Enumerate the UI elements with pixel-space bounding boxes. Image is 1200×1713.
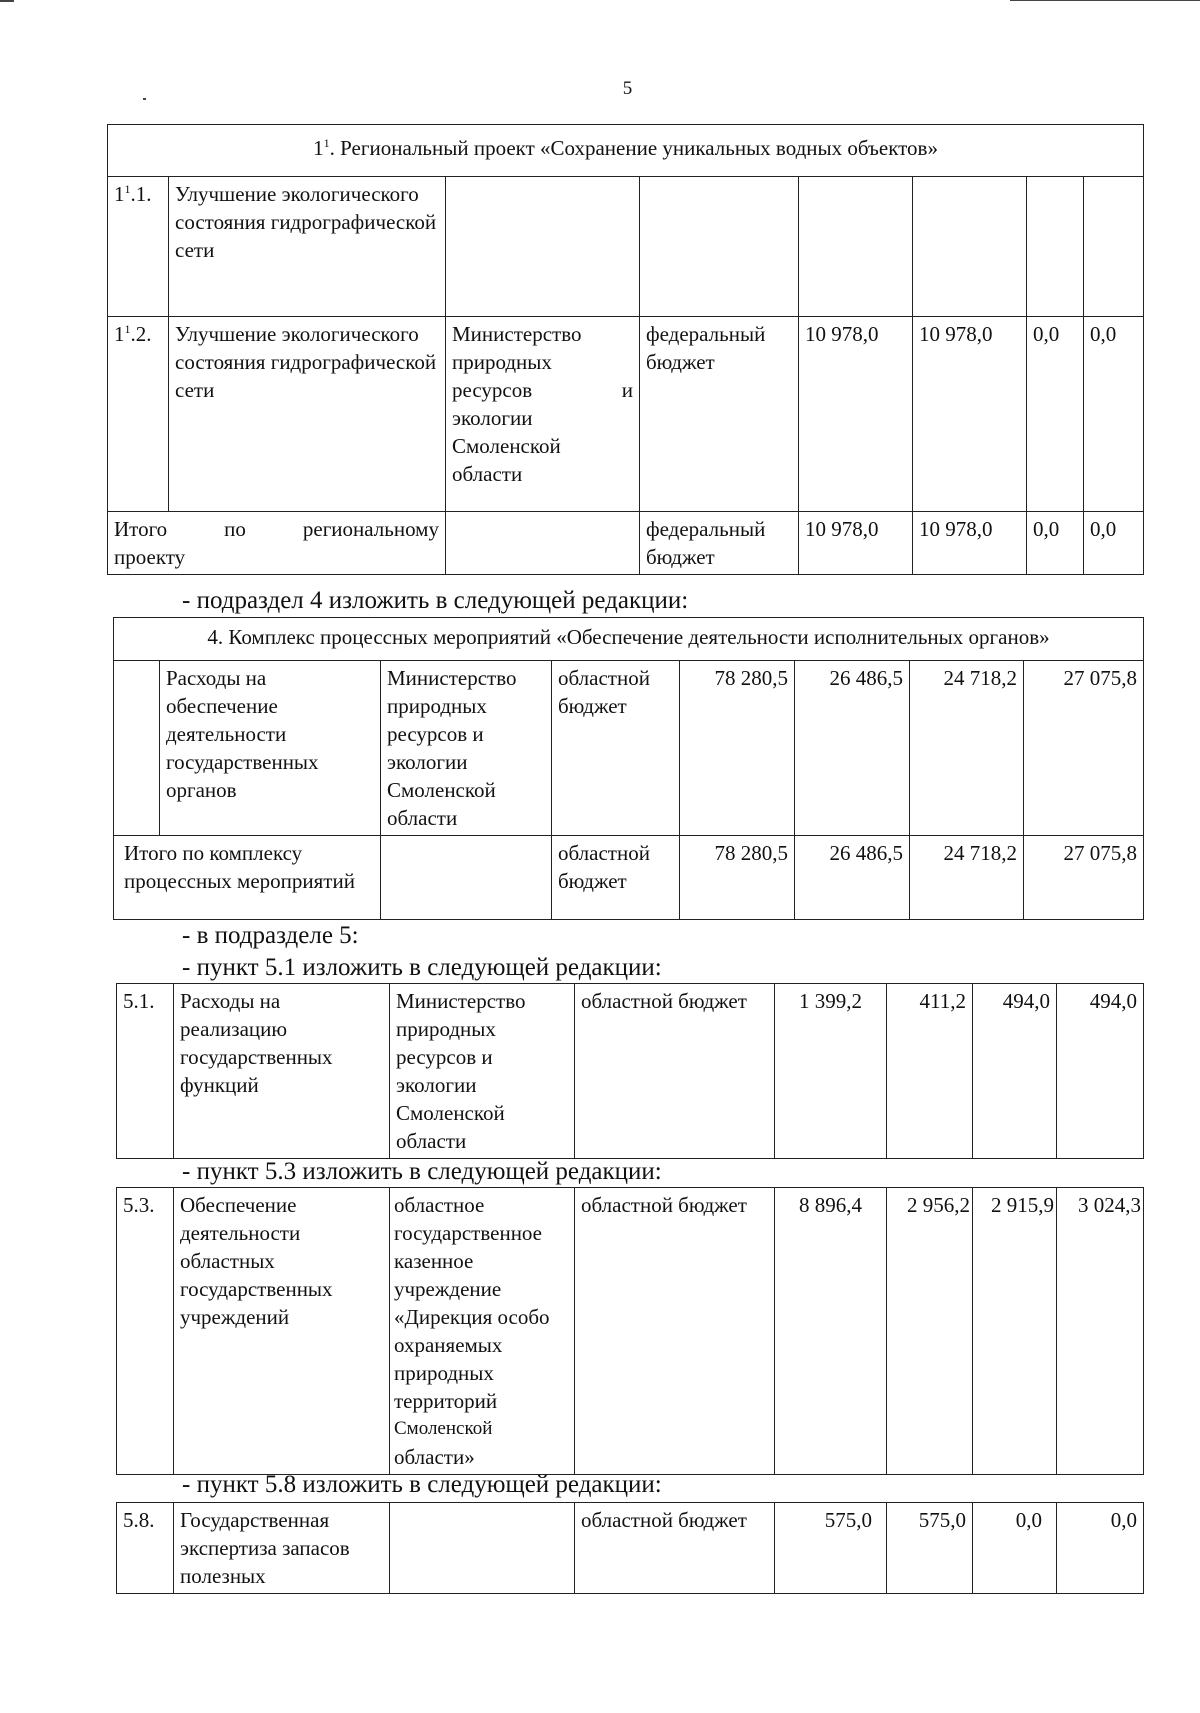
total-cell: 575,0 — [775, 1503, 887, 1594]
year2-cell: 0,0 — [1027, 512, 1084, 575]
page-number: 5 — [622, 78, 633, 99]
table-row — [117, 1188, 1144, 1475]
table-row — [114, 661, 1144, 836]
measure-name: Обеспечение деятельности областных государственных учреждений — [174, 1188, 390, 1475]
year3-cell: 27 075,8 — [1024, 661, 1144, 836]
year3-cell: 3 024,3 — [1057, 1188, 1144, 1475]
total-cell: 10 978,0 — [799, 317, 913, 512]
row-number: $1^1.1$. — [108, 177, 169, 317]
row-number: 5.1. — [117, 984, 174, 1159]
year1-cell — [913, 177, 1027, 317]
process-measures-table — [113, 617, 1144, 920]
measure-name: Улучшение экологического состояния гидрографической сети — [169, 177, 446, 317]
executor-cell: Министерство природных ресурсов и экологии Смоленской области — [446, 317, 640, 512]
executor-cell: Министерство природных ресурсов и экологии Смоленской области — [381, 661, 552, 836]
year2-cell: 2 915,9 — [973, 1188, 1057, 1475]
note-item-5-8: - пункт 5.8 изложить в следующей редакции: — [182, 1471, 662, 1498]
year2-cell: 24 718,2 — [910, 661, 1024, 836]
year3-cell — [1084, 177, 1144, 317]
total-cell: 78 280,5 — [680, 661, 795, 836]
total-label: Итого по комплексу процессных мероприятий — [114, 836, 381, 920]
executor-cell: Министерство природных ресурсов и экологии Смоленской области — [390, 984, 575, 1159]
year2-cell: 24 718,2 — [910, 836, 1024, 920]
measure-name: Расходы на реализацию государственных функций — [174, 984, 390, 1159]
item-5-3-table — [116, 1187, 1144, 1475]
source-cell: областной бюджет — [552, 661, 680, 836]
year2-cell: 0,0 — [1027, 317, 1084, 512]
source-cell: областной бюджет — [575, 1503, 775, 1594]
row-number: $1^1.2$. — [108, 317, 169, 512]
row-number: 5.3. — [117, 1188, 174, 1475]
note-subsection-5: - в подразделе 5: — [182, 922, 359, 949]
total-label: Итого по региональному проекту — [108, 512, 446, 575]
total-cell — [799, 177, 913, 317]
year1-cell: 26 486,5 — [795, 836, 910, 920]
scan-mark — [0, 0, 14, 2]
note-subsection-4: - подраздел 4 изложить в следующей редакции: — [182, 587, 689, 614]
year2-cell: 0,0 — [973, 1503, 1057, 1594]
year3-cell: 27 075,8 — [1024, 836, 1144, 920]
table-row-total — [114, 836, 1144, 920]
item-5-8-table — [116, 1502, 1144, 1594]
year2-cell: 494,0 — [973, 984, 1057, 1159]
measure-name: Расходы на обеспечение деятельности государственных органов — [160, 661, 381, 836]
table-row — [108, 177, 1144, 317]
source-cell: областной бюджет — [552, 836, 680, 920]
year1-cell: 411,2 — [887, 984, 973, 1159]
total-cell: 1 399,2 — [775, 984, 887, 1159]
executor-cell — [446, 512, 640, 575]
table-row — [117, 984, 1144, 1159]
source-cell: федеральный бюджет — [640, 317, 799, 512]
executor-cell: областное государственное казенное учреждение «Дирекция особо охраняемых природных территорий Смоленской области» — [390, 1188, 575, 1475]
year1-cell: 10 978,0 — [913, 317, 1027, 512]
regional-project-header: $1^1$. Региональный проект «Сохранение уникальных водных объектов» — [108, 125, 1144, 177]
year2-cell — [1027, 177, 1084, 317]
measure-name: Улучшение экологического состояния гидрографической сети — [169, 317, 446, 512]
source-cell: областной бюджет — [575, 1188, 775, 1475]
regional-project-table — [107, 124, 1144, 575]
note-item-5-3: - пункт 5.3 изложить в следующей редакции: — [182, 1158, 662, 1185]
source-cell — [640, 177, 799, 317]
total-cell: 10 978,0 — [799, 512, 913, 575]
source-cell: федеральный бюджет — [640, 512, 799, 575]
executor-cell — [381, 836, 552, 920]
year1-cell: 2 956,2 — [887, 1188, 973, 1475]
measure-name: Государственная экспертиза запасов полезных — [174, 1503, 390, 1594]
source-cell: областной бюджет — [575, 984, 775, 1159]
executor-cell — [390, 1503, 575, 1594]
year3-cell: 494,0 — [1057, 984, 1144, 1159]
table-row-total — [108, 512, 1144, 575]
year1-cell: 10 978,0 — [913, 512, 1027, 575]
note-item-5-1: - пункт 5.1 изложить в следующей редакции: — [182, 954, 662, 981]
scan-mark — [1010, 0, 1200, 1]
year3-cell: 0,0 — [1057, 1503, 1144, 1594]
table-row — [117, 1503, 1144, 1594]
executor-cell — [446, 177, 640, 317]
year1-cell: 575,0 — [887, 1503, 973, 1594]
table-row — [108, 317, 1144, 512]
item-5-1-table — [116, 983, 1144, 1159]
process-measures-header: 4. Комплекс процессных мероприятий «Обеспечение деятельности исполнительных органов» — [114, 618, 1144, 661]
year1-cell: 26 486,5 — [795, 661, 910, 836]
row-number — [114, 661, 160, 836]
total-cell: 8 896,4 — [775, 1188, 887, 1475]
year3-cell: 0,0 — [1084, 512, 1144, 575]
year3-cell: 0,0 — [1084, 317, 1144, 512]
row-number: 5.8. — [117, 1503, 174, 1594]
total-cell: 78 280,5 — [680, 836, 795, 920]
